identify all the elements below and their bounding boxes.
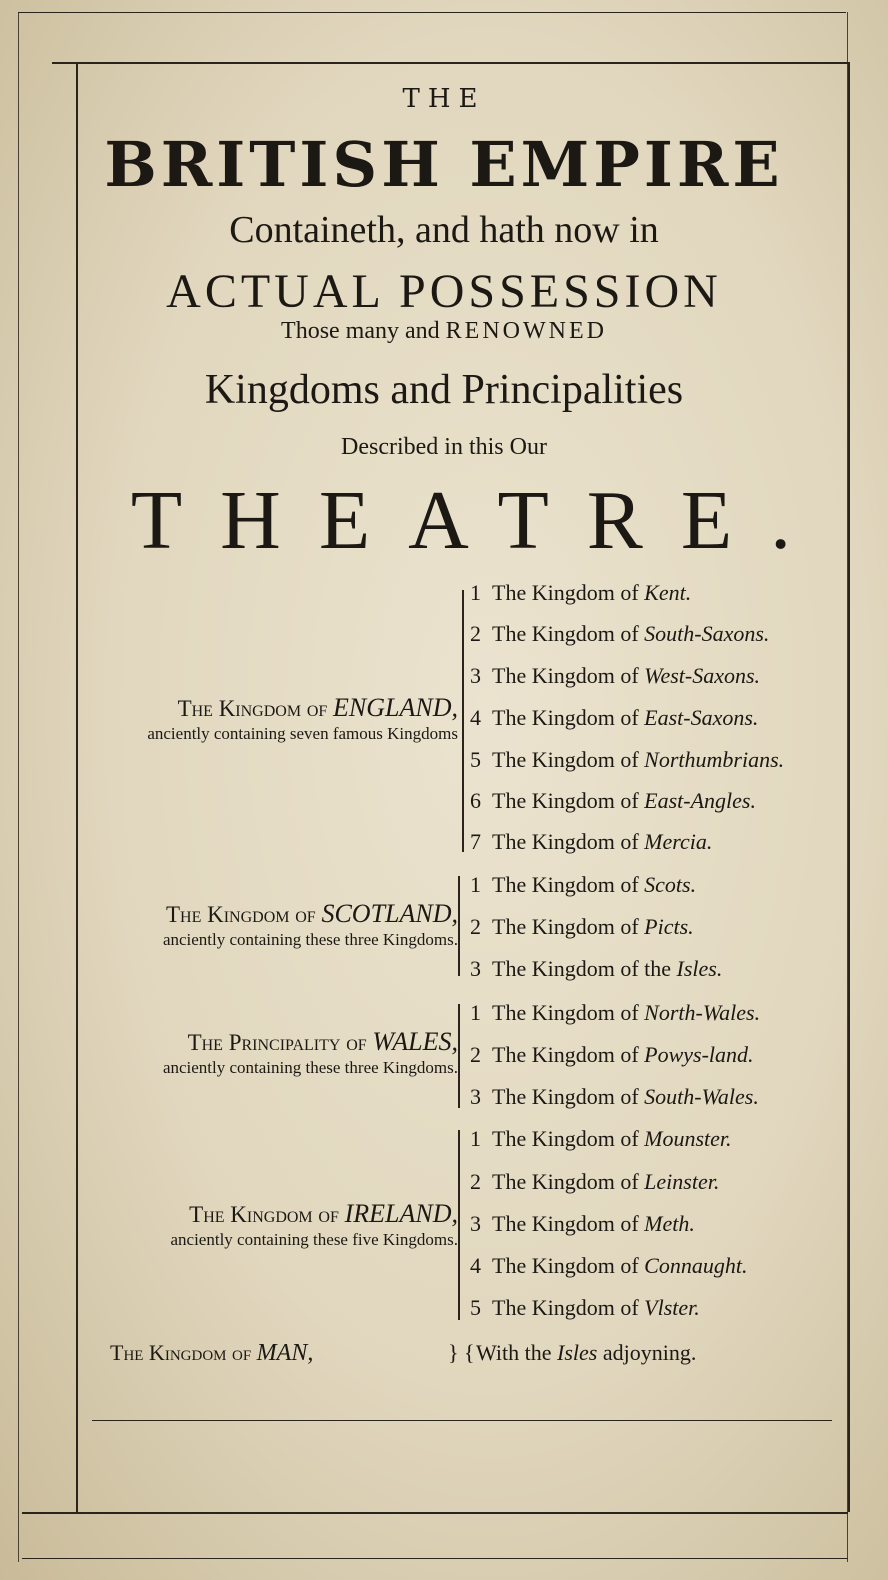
title-described: Described in this Our [341, 434, 547, 460]
list-item: 2 The Kingdom of Leinster. [470, 1169, 720, 1194]
region-prefix: The Kingdom of [177, 696, 328, 721]
region-name: MAN, [256, 1340, 314, 1366]
region-prefix: The Kingdom of [165, 902, 316, 927]
brace-ireland [458, 1130, 466, 1320]
list-item: 5 The Kingdom of Vlster. [470, 1295, 700, 1320]
list-item: 6 The Kingdom of East-Angles. [470, 788, 756, 813]
region-prefix: The Kingdom of [189, 1202, 339, 1227]
region-heading [163, 900, 458, 929]
list-item: 2 The Kingdom of South-Saxons. [470, 621, 770, 646]
region-subtitle: anciently containing seven famous Kingdoms [147, 724, 458, 743]
man-isles-adjoyning: With the Isles adjoyning. [476, 1340, 697, 1365]
list-item: 3 The Kingdom of South-Wales. [470, 1084, 759, 1109]
title-theatre: THEATRE. [130, 474, 830, 567]
list-item: 1 The Kingdom of Scots. [470, 872, 697, 897]
page-bottom-rule [22, 1558, 848, 1559]
list-item: 1 The Kingdom of Kent. [470, 580, 692, 605]
brace-wales [458, 1004, 466, 1108]
region-wales [163, 1028, 458, 1079]
title-those-many [0, 318, 888, 345]
title-containeth: Containeth, and hath now in [229, 209, 659, 251]
list-item: 4 The Kingdom of Connaught. [470, 1253, 748, 1278]
region-subtitle: anciently containing these five Kingdoms. [170, 1230, 458, 1249]
region-name: ENGLAND, [333, 693, 458, 722]
title-the: THE [402, 84, 486, 114]
list-item: 3 The Kingdom of the Isles. [470, 956, 723, 981]
region-heading [147, 694, 458, 723]
region-man [110, 1340, 313, 1367]
bottom-rule [92, 1420, 832, 1421]
list-item: 7 The Kingdom of Mercia. [470, 829, 713, 854]
region-england [147, 694, 458, 745]
title-those-text: Those many and [281, 318, 440, 344]
region-name: IRELAND, [344, 1199, 458, 1228]
list-item: 1 The Kingdom of Mounster. [470, 1126, 732, 1151]
region-subtitle: anciently containing these three Kingdoms. [162, 930, 458, 949]
region-ireland [170, 1200, 458, 1251]
title-british-empire: BRITISH EMPIRE [104, 128, 784, 201]
list-item: 5 The Kingdom of Northumbrians. [470, 747, 785, 772]
region-name: WALES, [372, 1027, 458, 1056]
list-item: 1 The Kingdom of North-Wales. [470, 1000, 761, 1025]
region-name: SCOTLAND, [321, 899, 458, 928]
list-item: 3 The Kingdom of Meth. [470, 1211, 695, 1236]
list-item: 2 The Kingdom of Picts. [470, 914, 694, 939]
man-brace: } { [448, 1340, 475, 1365]
frame-bottom-rule [22, 1512, 848, 1514]
title-renowned: RENOWNED [445, 318, 607, 344]
region-scotland [163, 900, 458, 951]
list-item: 4 The Kingdom of East-Saxons. [470, 705, 759, 730]
region-heading [170, 1200, 458, 1229]
region-prefix: The Kingdom of [110, 1340, 252, 1365]
brace-england [462, 590, 470, 852]
region-heading [163, 1028, 458, 1057]
region-prefix: The Principality of [187, 1030, 367, 1055]
list-item: 2 The Kingdom of Powys-land. [470, 1042, 754, 1067]
list-item: 3 The Kingdom of West-Saxons. [470, 663, 761, 688]
top-rule [18, 12, 846, 13]
title-kingdoms-principalities: Kingdoms and Principalities [204, 367, 684, 413]
region-subtitle: anciently containing these three Kingdoms. [162, 1058, 458, 1077]
title-actual-possession: ACTUAL POSSESSION [166, 265, 722, 318]
brace-scotland [458, 876, 466, 976]
